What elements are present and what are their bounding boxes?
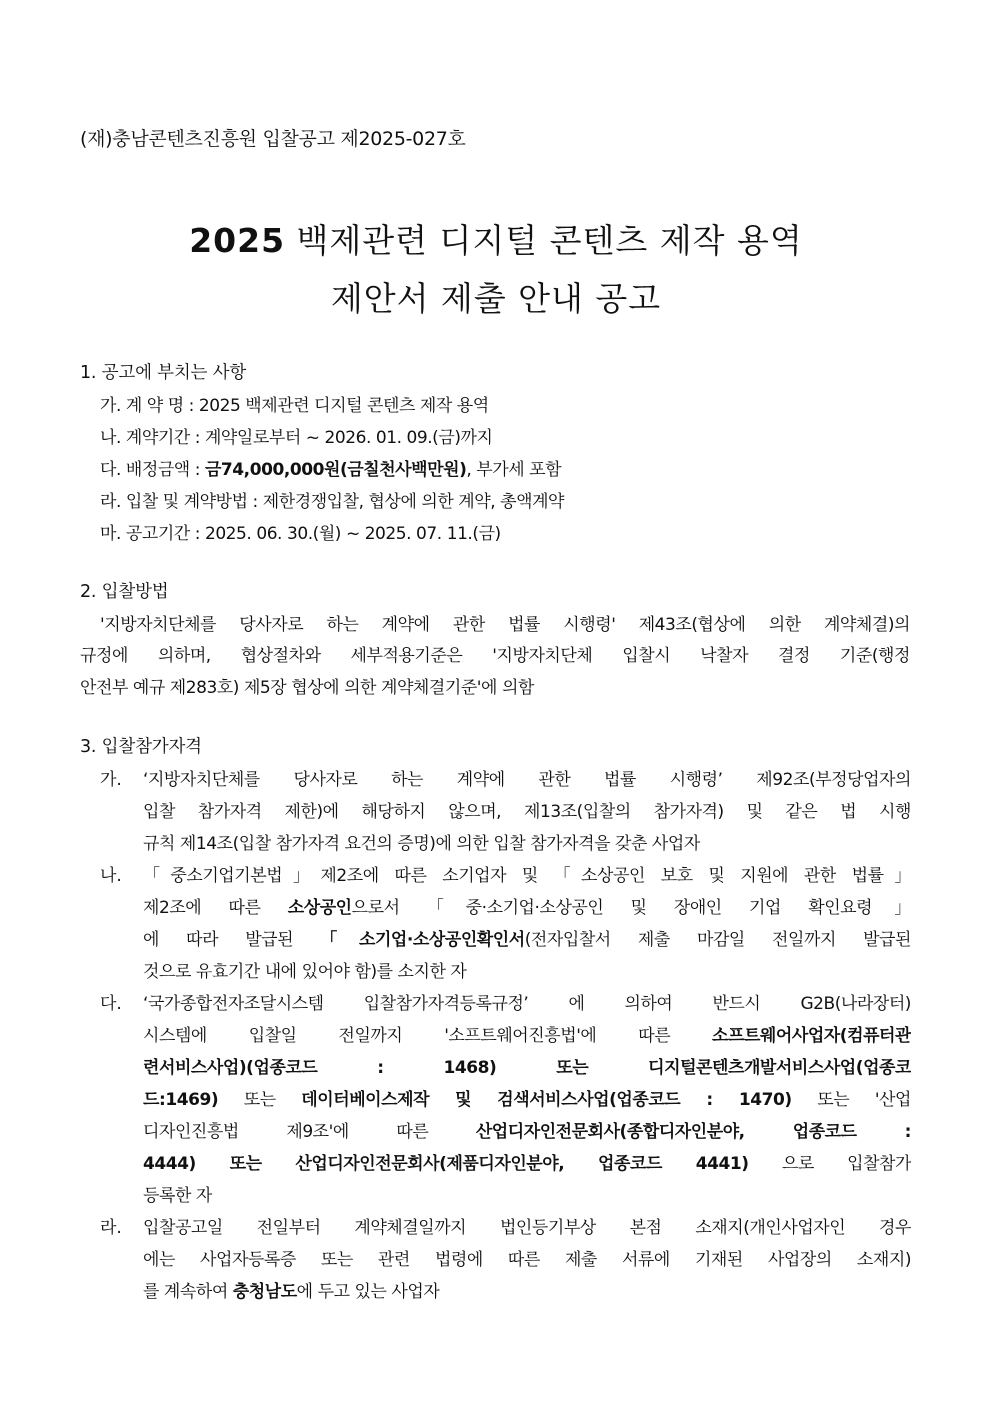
section-1-item-contract-period	[100, 427, 492, 449]
item-ra-line: 입찰공고일 전일부터 계약체결일까지 법인등기부상 본점 소재지(개인사업자인 경우	[143, 1218, 911, 1238]
title-line-1-text: 백제관련 디지털 콘텐츠 제작 용역	[285, 221, 803, 260]
item-marker-na: 나.	[100, 866, 122, 886]
text-run-bold: 산업디자인전문회사(종합디자인분야, 업종코드 :	[475, 1122, 911, 1142]
text-run: (전자입찰서 제출 마감일 전일까지 발급된	[524, 930, 911, 950]
title-year: 2025	[189, 221, 286, 260]
text-run: 제2조에 따른	[143, 898, 288, 918]
section-2-text-line: '지방자치단체를 당사자로 하는 계약에 관한 법률 시행령' 제43조(협상에 의한 계약체결)의	[100, 615, 910, 635]
section-2-text-line: 규정에 의하며, 협상절차와 세부적용기준은 '지방자치단체 입찰시 낙찰자 결정 기준(행정	[80, 646, 910, 666]
item-da-line	[143, 1153, 911, 1175]
item-da-line	[143, 1121, 911, 1143]
item-ga-line: 규칙 제14조(입찰 참가자격 요건의 증명)에 의한 입찰 참가자격을 갖춘 사업자	[143, 834, 700, 854]
section-2-heading: 2. 입찰방법	[80, 582, 169, 602]
section-3-heading: 3. 입찰참가자격	[80, 737, 202, 757]
item-value: 제한경쟁입찰, 협상에 의한 계약, 총액계약	[262, 492, 565, 512]
item-value: 계약일로부터 ~ 2026. 01. 09.(금)까지	[204, 428, 493, 448]
budget-amount: 금74,000,000원(금칠천사백만원)	[204, 460, 467, 480]
item-value: 2025. 06. 30.(월) ~ 2025. 07. 11.(금)	[204, 524, 501, 544]
item-ra-line	[143, 1281, 439, 1303]
text-run-bold: 4444) 또는 산업디자인전문회사(제품디자인분야, 업종코드 4441)	[143, 1154, 749, 1174]
title-line-1	[0, 215, 992, 262]
text-run: 또는	[218, 1090, 302, 1110]
item-da-line	[143, 1089, 911, 1111]
text-run: 시스템에 입찰일 전일까지 '소프트웨어진흥법'에 따른	[143, 1026, 713, 1046]
item-na-line: 「중소기업기본법」제2조에 따른 소기업자 및 「소상공인 보호 및 지원에 관한 법률」	[143, 866, 911, 886]
section-1-item-contract-name	[100, 395, 489, 417]
item-value: 2025 백제관련 디지털 콘텐츠 제작 용역	[198, 396, 489, 416]
item-marker-da: 다.	[100, 994, 122, 1014]
item-label: 나. 계약기간 :	[100, 428, 205, 448]
item-marker-ra: 라.	[100, 1218, 122, 1238]
item-marker-ga: 가.	[100, 770, 122, 790]
text-run-bold: 소상공인	[287, 898, 352, 918]
text-run-bold: 「소기업·소상공인확인서	[320, 930, 525, 950]
item-ga-line: ‘지방자치단체를 당사자로 하는 계약에 관한 법률 시행령’ 제92조(부정당업자의	[143, 770, 911, 790]
text-run-bold: 충청남도	[232, 1282, 297, 1302]
text-run-bold: 데이터베이스제작 및 검색서비스사업(업종코드 : 1470)	[301, 1090, 792, 1110]
item-ra-line: 에는 사업자등록증 또는 관련 법령에 따른 제출 서류에 기재된 사업장의 소재지)	[143, 1250, 911, 1270]
title-line-2: 제안서 제출 안내 공고	[330, 279, 662, 318]
section-1-item-budget	[100, 459, 561, 481]
section-1-heading: 1. 공고에 부치는 사항	[80, 363, 247, 383]
section-1-item-bid-method	[100, 491, 564, 513]
item-na-line	[143, 897, 911, 919]
item-value: , 부가세 포함	[466, 460, 562, 480]
section-2-text-line: 안전부 예규 제283호) 제5장 협상에 의한 계약체결기준'에 의함	[80, 678, 534, 698]
item-na-line: 것으로 유효기간 내에 있어야 함)를 소지한 자	[143, 962, 467, 982]
item-label: 다. 배정금액 :	[100, 460, 205, 480]
item-label: 라. 입찰 및 계약방법 :	[100, 492, 263, 512]
section-1-item-notice-period	[100, 523, 501, 545]
item-da-line: 련서비스사업)(업종코드 : 1468) 또는 디지털콘텐츠개발서비스사업(업종코	[143, 1058, 911, 1078]
item-da-line: ‘국가종합전자조달시스템 입찰참가자격등록규정’ 에 의하여 반드시 G2B(나라장터)	[143, 994, 911, 1014]
item-label: 마. 공고기간 :	[100, 524, 205, 544]
text-run-bold: 드:1469)	[143, 1090, 219, 1110]
item-ga-line: 입찰 참가자격 제한)에 해당하지 않으며, 제13조(입찰의 참가자격) 및 같은 법 시행	[143, 802, 911, 822]
text-run: 에 두고 있는 사업자	[296, 1282, 440, 1302]
item-da-line: 등록한 자	[143, 1186, 212, 1206]
item-da-line	[143, 1025, 911, 1047]
text-run-bold: 소프트웨어사업자(컴퓨터관	[712, 1026, 911, 1046]
item-label: 가. 계 약 명 :	[100, 396, 199, 416]
text-run: 또는 '산업	[791, 1090, 911, 1110]
text-run: 으로서 「중·소기업·소상공인 및 장애인 기업 확인요령」	[351, 898, 911, 918]
text-run: 를 계속하여	[143, 1282, 233, 1302]
text-run: 디자인진흥법 제9조'에 따른	[143, 1122, 476, 1142]
item-na-line	[143, 929, 911, 951]
text-run: 으로 입찰참가	[748, 1154, 911, 1174]
notice-number: (재)충남콘텐츠진흥원 입찰공고 제2025-027호	[80, 128, 466, 150]
text-run: 에 따라 발급된	[143, 930, 321, 950]
